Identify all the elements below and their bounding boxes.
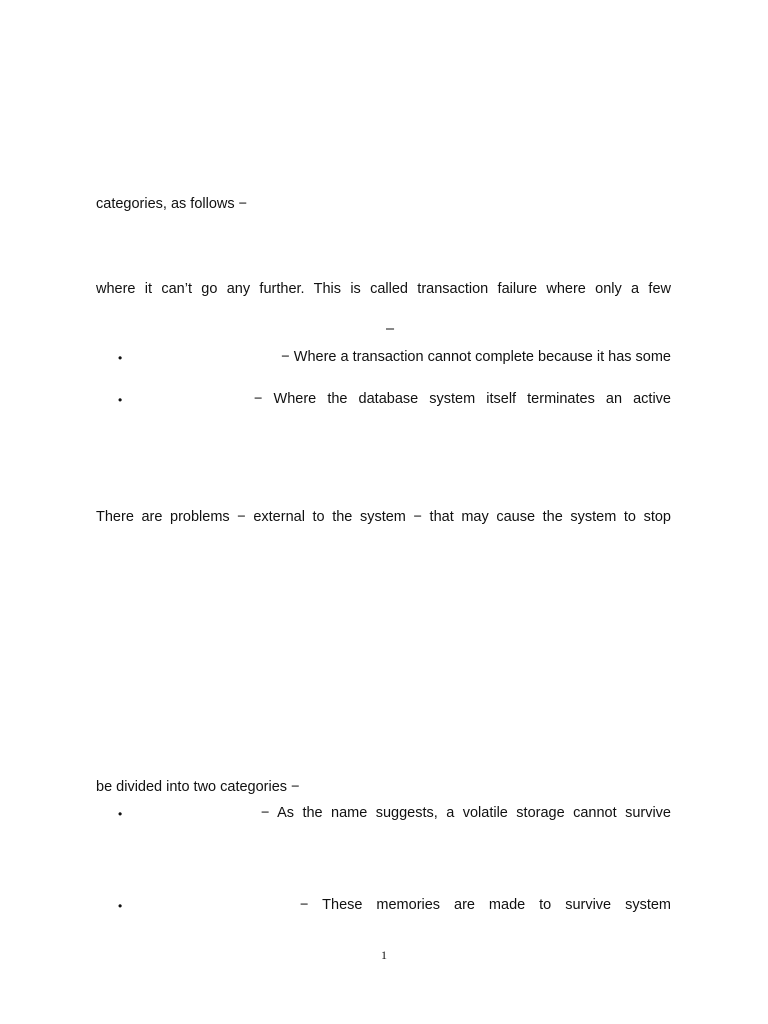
external-problems-line: There are problems − external to the system − that may cause the system to stop: [96, 509, 671, 525]
system-errors-bullet-text: − Where the database system itself terminates an active: [254, 391, 671, 407]
transaction-failure-line: where it can’t go any further. This is called transaction failure where only a few: [96, 281, 671, 297]
categories-intro-line: categories, as follows −: [96, 196, 248, 212]
volatile-storage-bullet-text: − As the name suggests, a volatile storage cannot survive: [261, 805, 671, 821]
bullet-marker: •: [118, 899, 123, 913]
bullet-marker: •: [118, 807, 123, 821]
bullet-marker: •: [118, 393, 123, 407]
page-number: 1: [381, 948, 387, 962]
lone-dash: –: [386, 321, 395, 337]
logical-errors-bullet-text: − Where a transaction cannot complete because it has some: [281, 349, 671, 365]
bullet-marker: •: [118, 351, 123, 365]
nonvolatile-storage-bullet-text: − These memories are made to survive system: [300, 897, 671, 913]
storage-intro-line: be divided into two categories −: [96, 779, 300, 795]
